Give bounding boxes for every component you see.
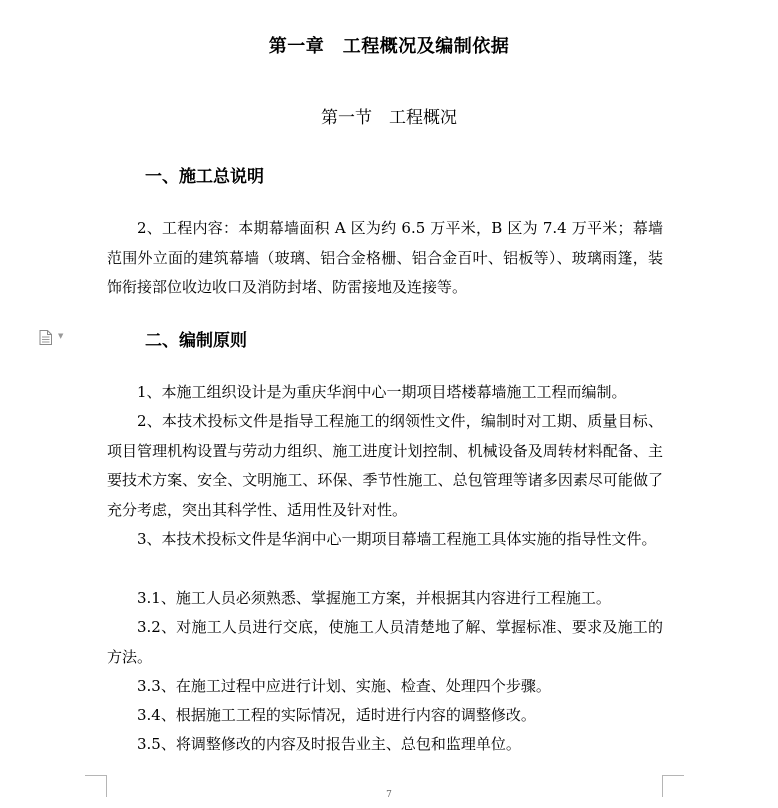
heading-construction-overview: 一、施工总说明	[145, 167, 264, 187]
paragraph-principle-3: 3、本技术投标文件是华润中心一期项目幕墙工程施工具体实施的指导性文件。	[137, 530, 657, 548]
paragraph-principle-3-2: 3.2、对施工人员进行交底，使施工人员清楚地了解、掌握标准、要求及施工的方法。	[107, 618, 663, 666]
chevron-down-icon[interactable]: ▼	[58, 332, 64, 340]
chapter-title: 第一章 工程概况及编制依据	[268, 36, 510, 57]
paragraph-principle-2: 2、本技术投标文件是指导工程施工的纲领性文件，编制时对工期、质量目标、项目管理机构设置与劳动力组织、施工进度计划控制、机械设备及周转材料配备、主要技术方案、安全、文明施工、环保、季节性施工、总包管理等诸多因素尽可能做了充分考虑，突出其科学性、适用性及针对性。	[107, 412, 663, 519]
paragraph-principle-3-3: 3.3、在施工过程中应进行计划、实施、检查、处理四个步骤。	[137, 677, 551, 695]
paragraph-principle-3-1: 3.1、施工人员必须熟悉、掌握施工方案，并根据其内容进行工程施工。	[137, 589, 611, 607]
document-icon[interactable]	[39, 330, 52, 345]
paragraph-work-content: 2、工程内容：本期幕墙面积 A 区为约 6.5 万平米，B 区为 7.4 万平米；幕墙范围外立面的建筑幕墙（玻璃、铝合金格栅、铝合金百叶、铝板等）、玻璃雨篷，装饰衔接部位收边收口及消防封堵、防雷接地及连接等。	[107, 219, 663, 296]
heading-compilation-principles: 二、编制原则	[145, 331, 247, 351]
paragraph-principle-3-4: 3.4、根据施工工程的实际情况，适时进行内容的调整修改。	[137, 706, 536, 724]
paragraph-principle-1: 1、本施工组织设计是为重庆华润中心一期项目塔楼幕墙施工工程而编制。	[137, 383, 627, 401]
page-number: 7	[386, 790, 392, 800]
paragraph-principle-3-5: 3.5、将调整修改的内容及时报告业主、总包和监理单位。	[137, 735, 521, 753]
section-title: 第一节 工程概况	[321, 108, 457, 128]
